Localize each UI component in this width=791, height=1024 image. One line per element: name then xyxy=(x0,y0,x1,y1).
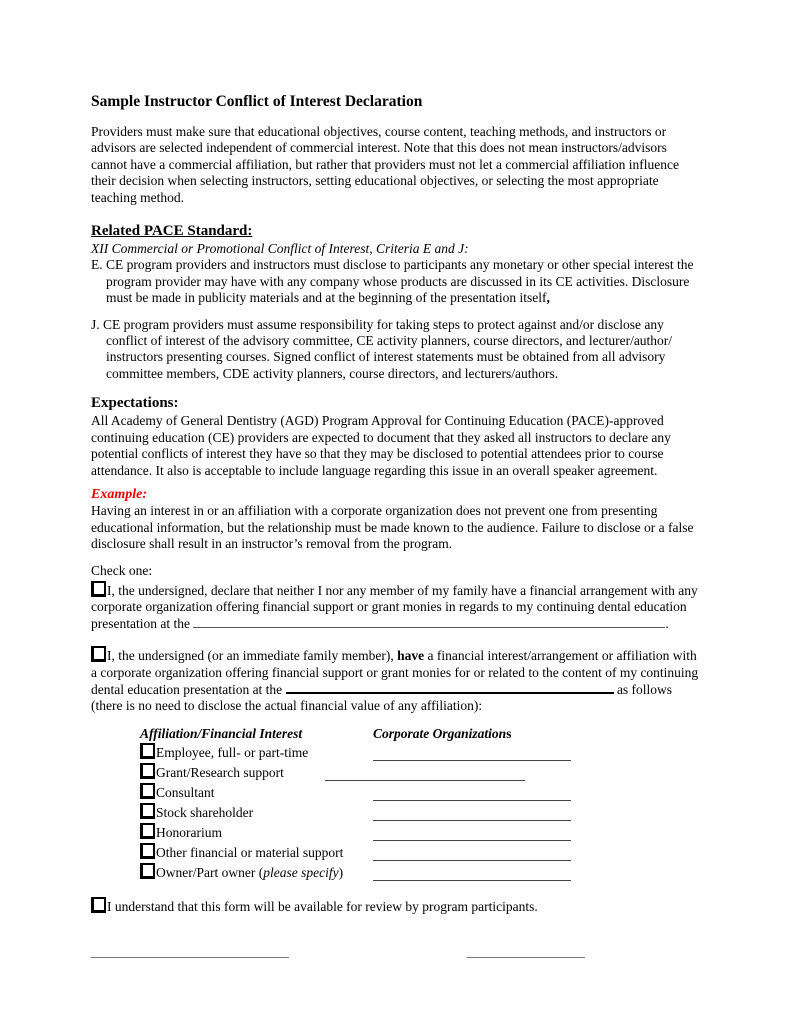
checkbox-has-conflict-icon[interactable] xyxy=(91,646,106,662)
organizations-column-header: Corporate Organization xyxy=(373,725,507,741)
declaration-has-conflict-bold-word: have xyxy=(397,648,425,664)
declaration-has-conflict-pre: I, the undersigned (or an immediate family member), xyxy=(107,648,398,664)
organization-blank-field[interactable] xyxy=(325,766,525,781)
row-label-owner-post: ) xyxy=(338,864,344,880)
signature-row xyxy=(91,941,701,957)
checkbox-stock-icon[interactable] xyxy=(140,803,155,819)
affiliation-column-header: Affiliation/Financial Interest xyxy=(140,725,303,741)
date-blank-field[interactable] xyxy=(467,945,585,958)
pace-standard-heading-text: Related PACE Standard: xyxy=(91,223,253,240)
presentation-name-blank-field[interactable] xyxy=(193,616,665,628)
pace-criteria-subheading: XII Commercial or Promotional Conflict of Interest, Criteria E and J: xyxy=(91,241,469,257)
example-heading: Example: xyxy=(91,486,147,502)
intro-paragraph: Providers must make sure that educational objectives, course content, teaching methods, and instructors or advisors are selected independent of commercial interest. Note that this does not mean instructors/advisors cannot have a commercial affiliation, but rather that providers must not let a commercial affiliation influence their decision when selecting instructors, setting educational objectives, or selecting the most appropriate teaching method. xyxy=(91,124,680,205)
table-row-other xyxy=(140,843,701,863)
table-row-honorarium xyxy=(140,823,701,843)
checkbox-employee-icon[interactable] xyxy=(140,743,155,759)
row-label-cell xyxy=(140,743,373,763)
acknowledgement-text: I understand that this form will be available for review by program participants. xyxy=(107,898,538,914)
row-label-other: Other financial or material support xyxy=(156,844,344,860)
pace-item-j-text: CE program providers must assume responsibility for taking steps to protect against and/or disclose any conflict of interest of the advisory committee, CE activity planners, course directors, and lecturer/author/ instructors presenting courses. Signed conflict of interest statements must be obtained from all advisory committee members, CDE activity planners, course directors, and lecturers/authors. xyxy=(103,316,673,381)
example-paragraph: Having an interest in or an affiliation with a corporate organization does not prevent one from presenting educational information, but the relationship must be made known to the audience. Failure to disclose or a false disclosure shall result in an instructor’s removal from the program. xyxy=(91,503,694,552)
expectations-paragraph: All Academy of General Dentistry (AGD) Program Approval for Continuing Education (PACE)-approved continuing education (CE) providers are expected to document that they asked all instructors to declare any potential conflicts of interest they have so that they may be disclosed to potential attendees prior to course attendance. It also is acceptable to include language regarding this issue in an overall speaker agreement. xyxy=(91,413,671,478)
pace-item-e-suffix: , xyxy=(546,290,550,306)
row-label-cell xyxy=(140,803,373,823)
organizations-column-header-suffix: s xyxy=(506,725,512,741)
row-label-grant: Grant/Research support xyxy=(156,764,284,780)
table-row-grant xyxy=(140,763,701,783)
checkbox-honorarium-icon[interactable] xyxy=(140,823,155,839)
declaration-has-conflict-post: as follows (there is no need to disclose the actual financial value of any affiliation): xyxy=(91,681,673,714)
expectations-heading: Expectations: xyxy=(91,395,179,412)
row-label-owner-pre: Owner/Part owner ( xyxy=(156,864,264,880)
pace-item-j-label: J. xyxy=(91,316,100,332)
declaration-no-conflict-text: I, the undersigned, declare that neither I nor any member of my family have a financial arrangement with any corporate organization offering financial support or grant monies in regards to my continuing dental education presentation at the xyxy=(91,582,698,631)
table-row-consultant xyxy=(140,783,701,803)
declaration-has-conflict xyxy=(91,646,701,715)
organization-blank-field[interactable] xyxy=(373,866,571,881)
row-label-honorarium: Honorarium xyxy=(156,824,222,840)
pace-item-j xyxy=(91,317,701,383)
row-label-owner-italic: please specify xyxy=(263,864,339,880)
row-label-cell xyxy=(140,823,373,843)
organization-blank-field[interactable] xyxy=(373,846,571,861)
organization-blank-field[interactable] xyxy=(373,746,571,761)
declaration-no-conflict-suffix: . xyxy=(665,615,669,631)
pace-standard-heading xyxy=(91,222,701,241)
row-label-cell xyxy=(140,863,373,883)
affiliation-table-header xyxy=(140,725,701,743)
document-title: Sample Instructor Conflict of Interest Declaration xyxy=(91,93,423,110)
pace-item-e-label: E. xyxy=(91,257,103,273)
checkbox-owner-icon[interactable] xyxy=(140,863,155,879)
checkbox-acknowledgement-icon[interactable] xyxy=(91,897,106,913)
checkbox-no-conflict-icon[interactable] xyxy=(91,581,106,597)
declaration-no-conflict xyxy=(91,581,701,632)
acknowledgement-statement xyxy=(91,897,701,915)
row-label-cell xyxy=(140,783,373,803)
table-row-employee xyxy=(140,743,701,763)
checkbox-consultant-icon[interactable] xyxy=(140,783,155,799)
table-row-owner xyxy=(140,863,701,883)
organization-blank-field[interactable] xyxy=(373,806,571,821)
row-label-employee: Employee, full- or part-time xyxy=(156,744,309,760)
checkbox-grant-icon[interactable] xyxy=(140,763,155,779)
presentation-name-blank-field-2[interactable] xyxy=(286,681,614,694)
pace-item-e-text: CE program providers and instructors must disclose to participants any monetary or other special interest the program provider may have with any company whose products are discussed in its CE activities. Disclosure must be made in publicity materials and at the beginning of the presentation itself xyxy=(106,257,694,306)
row-label-consultant: Consultant xyxy=(156,784,215,800)
checkbox-other-icon[interactable] xyxy=(140,843,155,859)
organization-blank-field[interactable] xyxy=(373,826,571,841)
row-label-cell xyxy=(140,843,373,863)
signature-blank-field[interactable] xyxy=(91,945,289,958)
row-label-stock: Stock shareholder xyxy=(156,804,254,820)
check-one-label: Check one: xyxy=(91,562,153,578)
pace-item-e xyxy=(91,257,701,306)
organization-blank-field[interactable] xyxy=(373,786,571,801)
table-row-stock xyxy=(140,803,701,823)
affiliation-table xyxy=(140,725,701,883)
declaration-has-conflict-mid: a financial interest/arrangement or affiliation with a corporate organization offering financial support or grant monies for or related to the content of my continuing dental education presentation at the xyxy=(91,648,699,697)
